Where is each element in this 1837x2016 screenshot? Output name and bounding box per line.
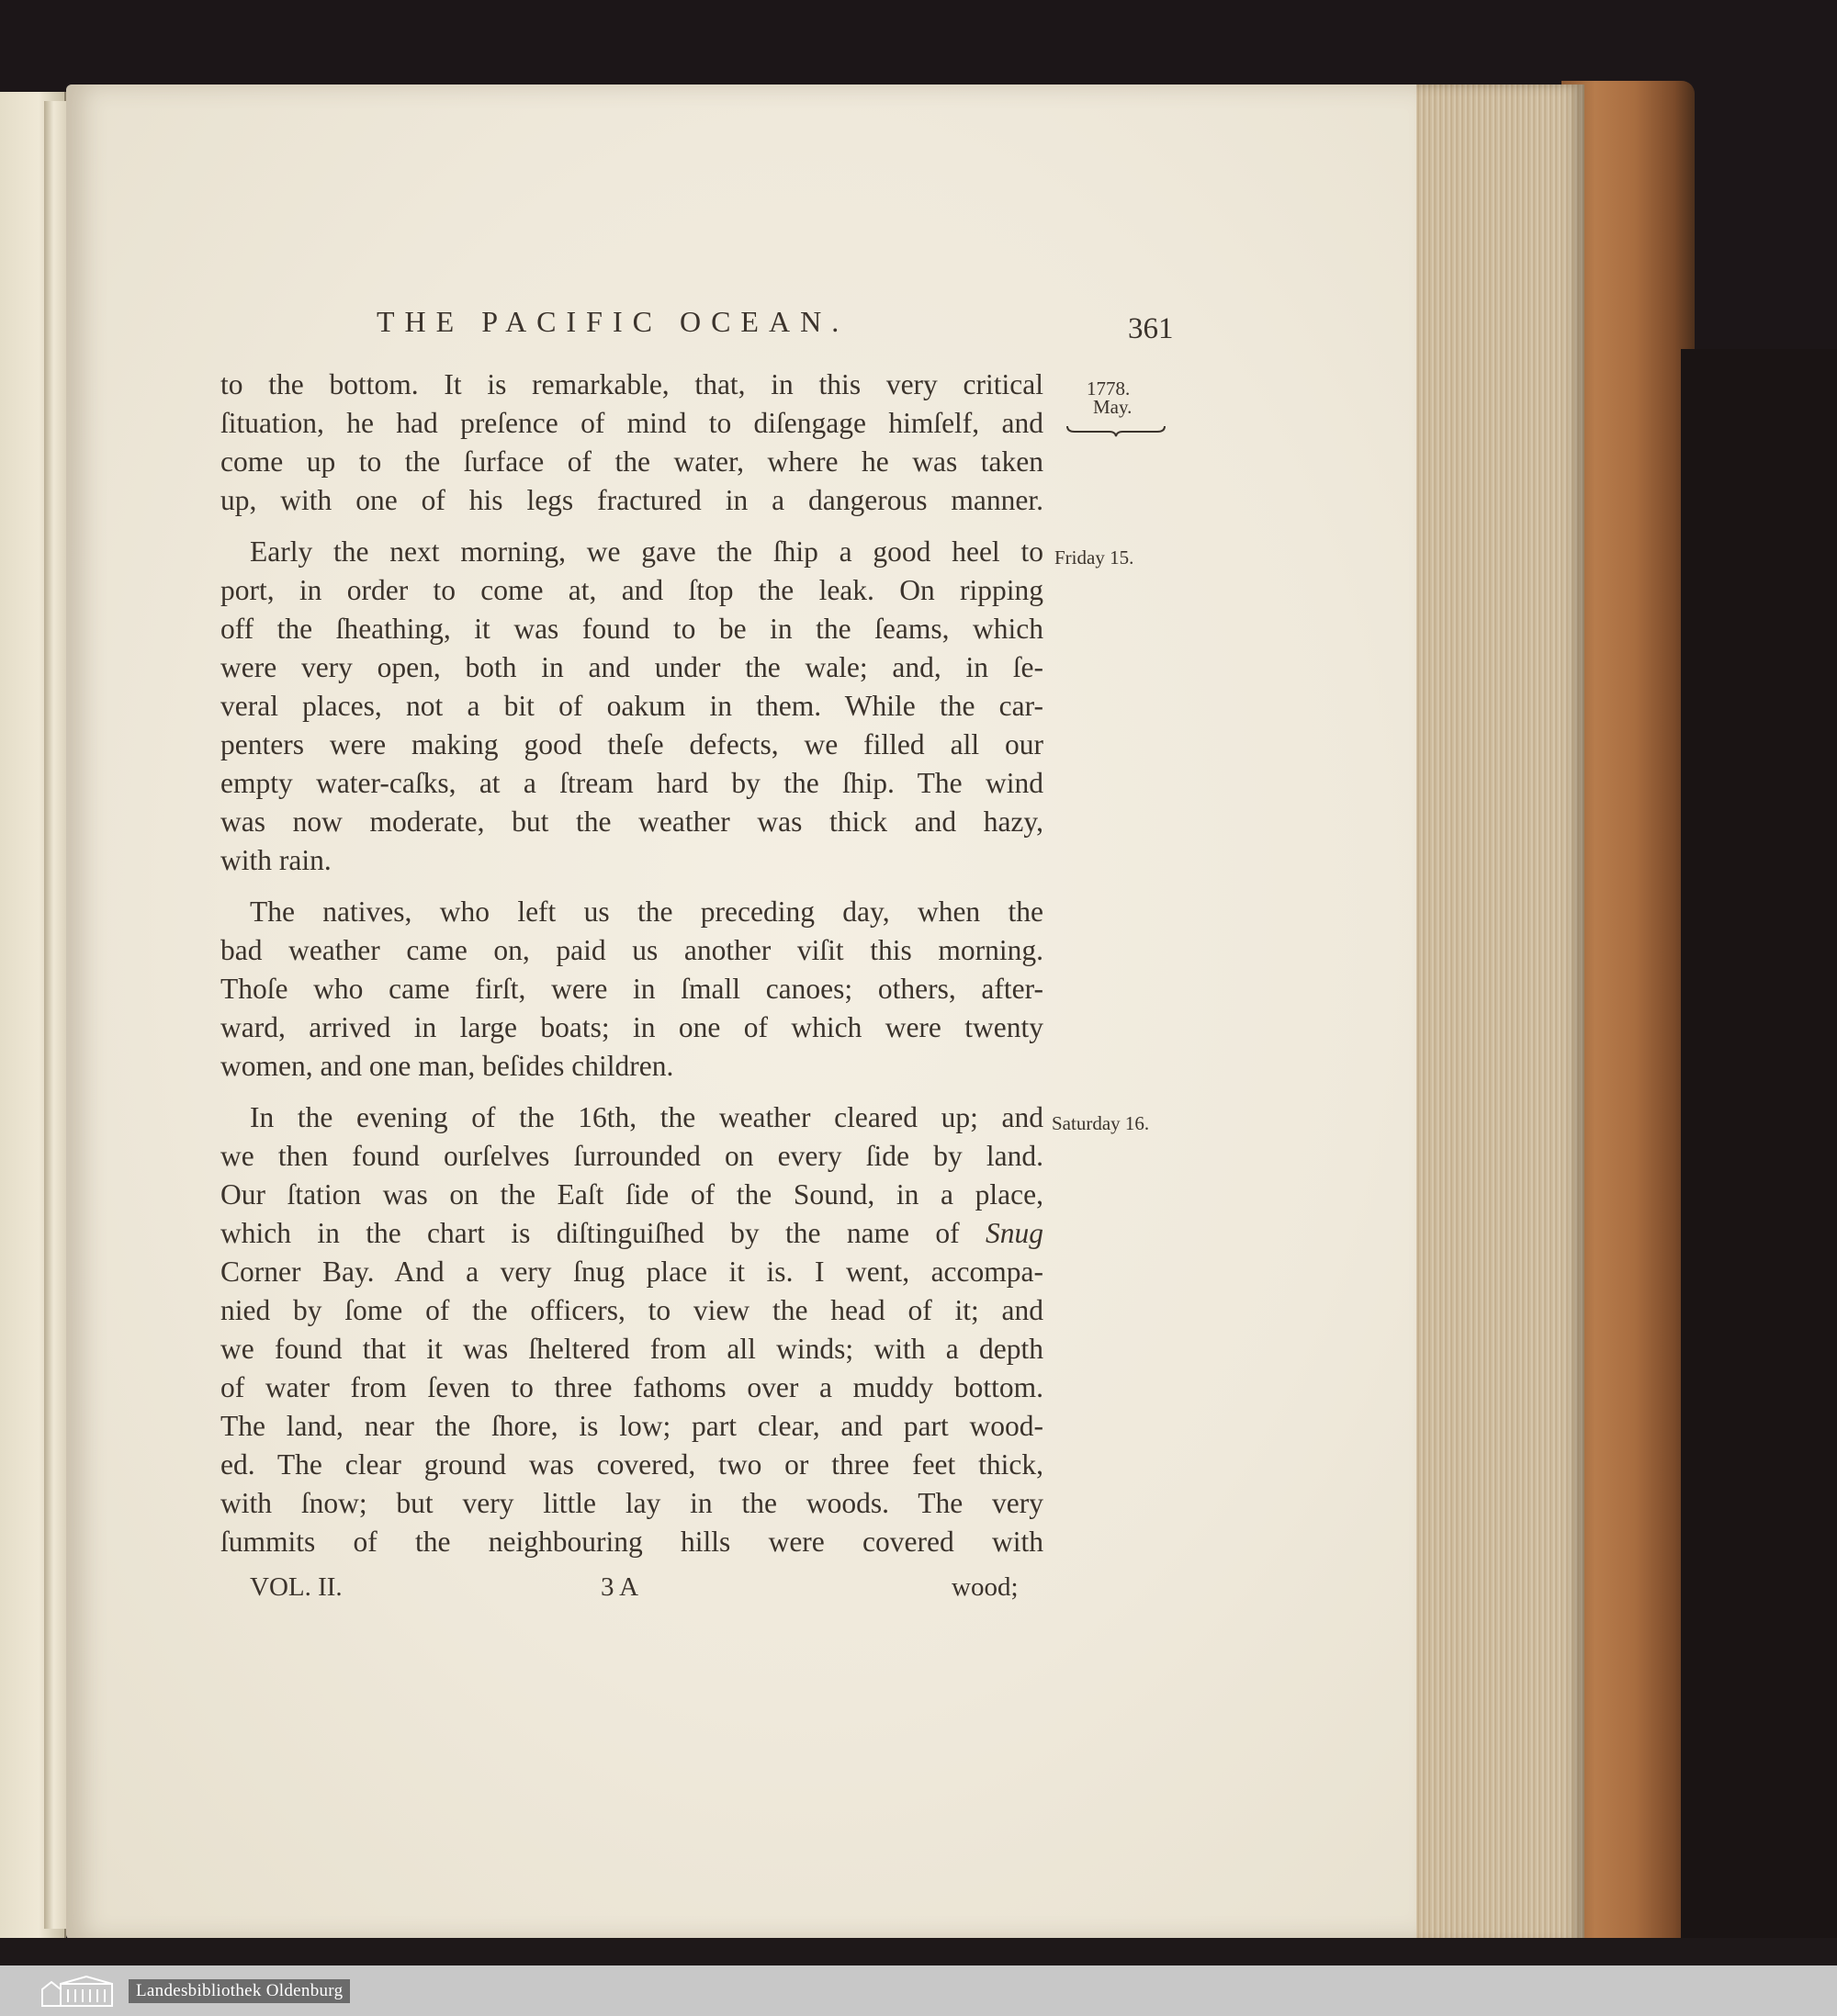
running-head: THE PACIFIC OCEAN. bbox=[377, 305, 850, 338]
text-line: penters were making good theſe defects, we filled all our bbox=[220, 728, 1043, 760]
footer-signature: 3 A bbox=[601, 1572, 639, 1602]
footer-volume: VOL. II. bbox=[250, 1572, 343, 1602]
text-line: port, in order to come at, and ſtop the leak. On ripping bbox=[220, 574, 1043, 606]
text-line: nied by ſome of the officers, to view the head of it; and bbox=[220, 1294, 1043, 1326]
text-line: ed. The clear ground was covered, two or three feet thick, bbox=[220, 1448, 1043, 1481]
paragraph bbox=[220, 893, 1043, 1086]
text-line: In the evening of the 16th, the weather cleared up; and bbox=[250, 1101, 1043, 1133]
library-building-icon bbox=[39, 1975, 116, 2008]
text-line: were very open, both in and under the wale; and, in ſe- bbox=[220, 651, 1043, 683]
text-line: we then found ourſelves ſurrounded on every ſide by land. bbox=[220, 1140, 1043, 1172]
text-line: bad weather came on, paid us another viſit this morning. bbox=[220, 934, 1043, 966]
text-line: of water from ſeven to three fathoms over a muddy bottom. bbox=[220, 1371, 1043, 1403]
text-line: Corner Bay. And a very ſnug place it is. I went, accompa- bbox=[220, 1256, 1043, 1288]
text-line: with ſnow; but very little lay in the woods. The very bbox=[220, 1487, 1043, 1519]
margin-year: 1778. bbox=[1087, 377, 1131, 400]
bottom-shadow bbox=[0, 1938, 1837, 1965]
text-line: up, with one of his legs fractured in a dangerous manner. bbox=[220, 484, 1043, 516]
place-name-italic: Snug bbox=[986, 1217, 1043, 1249]
page-number: 361 bbox=[1128, 312, 1174, 345]
text-line-segment: which in the chart is diſtinguiſhed by the name of bbox=[220, 1217, 960, 1249]
left-page-gutter bbox=[44, 101, 68, 1929]
background-shadow bbox=[1681, 349, 1837, 1956]
text-line-with-italic bbox=[220, 1214, 1043, 1253]
text-line: Our ſtation was on the Eaſt ſide of the Sound, in a place, bbox=[220, 1178, 1043, 1211]
text-line: to the bottom. It is remarkable, that, in this very critical bbox=[220, 368, 1043, 400]
text-line: was now moderate, but the weather was thick and hazy, bbox=[220, 805, 1043, 838]
paragraph bbox=[220, 366, 1043, 520]
text-line: ſituation, he had preſence of mind to diſengage himſelf, and bbox=[220, 407, 1043, 439]
text-line: ward, arrived in large boats; in one of which were twenty bbox=[220, 1011, 1043, 1043]
library-logo-area bbox=[0, 1971, 350, 2011]
text-line: veral places, not a bit of oakum in them. While the car- bbox=[220, 690, 1043, 722]
text-line: off the ſheathing, it was found to be in the ſeams, which bbox=[220, 613, 1043, 645]
page-block-edges bbox=[1414, 84, 1584, 1944]
library-name-badge bbox=[129, 1979, 350, 2003]
text-line: come up to the ſurface of the water, where he was taken bbox=[220, 445, 1043, 478]
text-line: The natives, who left us the preceding day, when the bbox=[250, 895, 1043, 928]
margin-month: May. bbox=[1093, 396, 1133, 418]
body-text bbox=[220, 366, 1043, 1561]
paragraph bbox=[220, 533, 1043, 880]
text-line: The land, near the ſhore, is low; part clear, and part wood- bbox=[220, 1410, 1043, 1442]
text-line: women, and one man, beſides children. bbox=[220, 1050, 674, 1082]
margin-saturday: Saturday 16. bbox=[1052, 1112, 1150, 1134]
text-line: we found that it was ſheltered from all winds; with a depth bbox=[220, 1333, 1043, 1365]
footer-catchword: wood; bbox=[952, 1572, 1019, 1602]
text-line: ſummits of the neighbouring hills were covered with bbox=[220, 1526, 1043, 1558]
paragraph bbox=[220, 1098, 1043, 1561]
text-line: with rain. bbox=[220, 844, 332, 876]
text-line: Early the next morning, we gave the ſhip a good heel to bbox=[250, 535, 1043, 568]
margin-brace-icon bbox=[1065, 419, 1166, 437]
text-line: empty water-caſks, at a ſtream hard by the ſhip. The wind bbox=[220, 767, 1043, 799]
text-line: Thoſe who came firſt, were in ſmall canoes; others, after- bbox=[220, 973, 1043, 1005]
library-name: Landesbibliothek Oldenburg bbox=[136, 1981, 344, 2000]
margin-friday: Friday 15. bbox=[1054, 546, 1134, 569]
